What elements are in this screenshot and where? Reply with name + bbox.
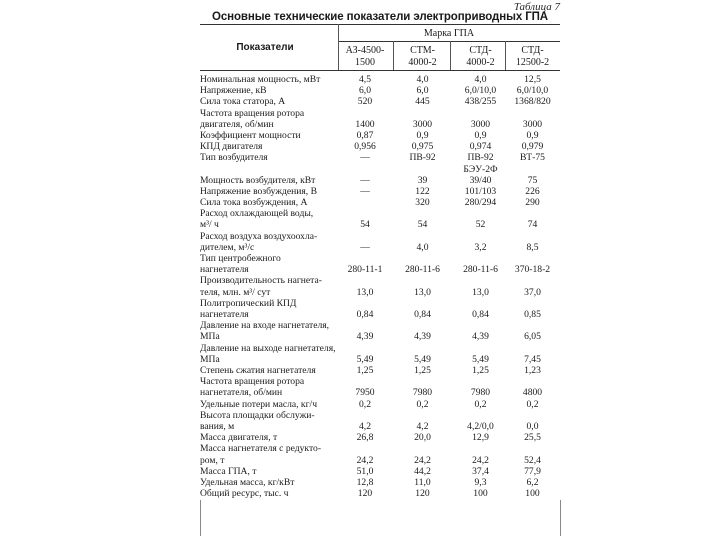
parameter-line: КПД двигателя <box>200 141 263 153</box>
row-value: 4,0 <box>474 73 487 85</box>
row-value: 4,39 <box>414 331 431 343</box>
parameter-line: нагнетателя <box>200 309 249 321</box>
row-value: 6,05 <box>524 331 541 343</box>
row-value: 370-18-2 <box>514 264 551 276</box>
row-value: 0,979 <box>521 141 544 153</box>
row-value: — <box>360 185 370 197</box>
parameter-line: Общий ресурс, тыс. ч <box>200 488 289 500</box>
row-parameter <box>200 365 338 376</box>
table-row <box>0 164 720 175</box>
row-value: 122 <box>415 185 430 197</box>
row-value: 5,49 <box>356 353 374 365</box>
row-value: 24,2 <box>414 454 431 466</box>
table-row <box>0 231 720 253</box>
row-value: 4,2 <box>416 420 429 432</box>
row-value: 0,84 <box>414 309 431 321</box>
parameter-line: Напряжение возбуждения, В <box>200 185 317 197</box>
row-value: 11,0 <box>414 476 431 488</box>
table-row <box>0 74 720 85</box>
row-value: 7980 <box>470 387 491 399</box>
table-row <box>0 343 720 365</box>
row-value: 4,2 <box>359 420 371 432</box>
table-row <box>0 175 720 186</box>
table-row <box>0 253 720 275</box>
row-parameter <box>200 186 338 197</box>
row-value: 24,2 <box>356 454 374 466</box>
row-value: 44,2 <box>414 465 431 477</box>
row-value: 3000 <box>412 118 433 130</box>
table-row <box>0 208 720 230</box>
parameter-line: нагнетателя, об/мин <box>200 387 283 399</box>
column-header-line: АЗ-4500- <box>345 45 385 56</box>
row-value: 4800 <box>522 387 543 399</box>
row-value: 0,2 <box>416 398 429 410</box>
parameter-line: Степень сжатия нагнетателя <box>200 364 316 376</box>
column-header-line: СТМ- <box>410 45 435 56</box>
row-value: — <box>360 174 370 186</box>
row-value: 280-11-6 <box>463 264 498 276</box>
row-value: 12,5 <box>524 73 541 85</box>
row-value: 226 <box>525 185 540 197</box>
row-parameter <box>200 141 338 152</box>
row-value: 4,5 <box>359 73 371 85</box>
row-value: 3000 <box>522 118 543 130</box>
table-row <box>0 141 720 152</box>
parameter-line: Сила тока статора, А <box>200 96 286 108</box>
parameter-line: Мощность возбудителя, кВт <box>200 174 316 186</box>
row-value: 1,25 <box>472 364 489 376</box>
row-parameter <box>200 96 338 107</box>
row-value: 0,2 <box>474 398 487 410</box>
table-title: Основные технические показатели электроприводных ГПА <box>211 11 548 23</box>
row-value: 280/294 <box>464 197 497 209</box>
row-value: 0,956 <box>354 141 376 153</box>
parameter-line: нагнетателя <box>200 264 249 276</box>
row-value: 8,5 <box>526 241 539 253</box>
row-parameter <box>200 343 338 365</box>
row-value: 5,49 <box>414 353 431 365</box>
parameter-line: Масса ГПА, т <box>200 465 257 477</box>
row-value: 13,0 <box>356 286 374 298</box>
parameter-line: Напряжение, кВ <box>200 85 267 97</box>
row-value: ПВ-92 <box>409 152 436 164</box>
parameter-header: Показатели <box>236 42 294 53</box>
column-header-line: СТД- <box>521 45 544 56</box>
parameter-line: Номинальная мощность, мВт <box>200 73 321 85</box>
row-parameter <box>200 74 338 85</box>
row-value: 1,23 <box>524 364 541 376</box>
table-row <box>0 152 720 163</box>
row-value: 0,84 <box>356 309 374 321</box>
row-value: 0,974 <box>469 141 492 153</box>
table-row <box>0 365 720 376</box>
row-value: 3000 <box>470 118 491 130</box>
row-value: 1,25 <box>414 364 431 376</box>
row-value: 39 <box>417 174 428 186</box>
column-header-line: 4000-2 <box>408 57 437 68</box>
row-value: 1400 <box>355 118 375 130</box>
row-value: 4,39 <box>472 331 489 343</box>
row-value: 7950 <box>355 387 375 399</box>
row-value: 290 <box>525 197 540 209</box>
row-parameter <box>200 488 338 499</box>
table-row <box>0 96 720 107</box>
row-value: 0,87 <box>356 129 374 141</box>
parameter-line: Частота вращения ротора <box>200 376 305 388</box>
parameter-line: вания, м <box>200 420 235 432</box>
parameter-line: МПа <box>200 353 220 365</box>
column-header-1 <box>340 45 390 69</box>
row-value: 12,9 <box>472 432 489 444</box>
row-value: 9,3 <box>474 476 487 488</box>
row-value: 25,5 <box>524 432 541 444</box>
parameter-line: МПа <box>200 331 220 343</box>
table-row <box>0 432 720 443</box>
row-value: 7980 <box>412 387 433 399</box>
row-parameter <box>200 85 338 96</box>
parameter-line: Тип возбудителя <box>200 152 268 164</box>
row-value: 13,0 <box>414 286 431 298</box>
row-value: 24,2 <box>472 454 489 466</box>
table-row <box>0 108 720 130</box>
row-value: ПВ-92 <box>467 152 494 164</box>
row-parameter <box>200 410 338 432</box>
row-value: 0,9 <box>416 129 429 141</box>
table-row <box>0 275 720 297</box>
table-body <box>0 74 720 499</box>
row-value: 320 <box>415 197 430 209</box>
column-header-line: СТД- <box>469 45 492 56</box>
parameter-line: Удельные потери масла, кг/ч <box>200 398 318 410</box>
table-row <box>0 320 720 342</box>
brand-rule <box>338 41 560 42</box>
parameter-line: Удельная масса, кг/кВт <box>200 476 295 488</box>
parameter-line: м³/ ч <box>200 219 219 231</box>
row-value: 4,0 <box>416 241 429 253</box>
table-row <box>0 410 720 432</box>
row-value: 0,9 <box>474 129 487 141</box>
side-margin-rule <box>200 500 201 536</box>
row-value: 0,0 <box>526 420 539 432</box>
row-parameter <box>200 443 338 465</box>
parameter-line: Тип центробежного <box>200 253 281 265</box>
parameter-line: Расход охлаждающей воды, <box>200 208 314 220</box>
row-value: 51,0 <box>356 465 374 477</box>
row-parameter <box>200 108 338 130</box>
row-parameter <box>200 130 338 141</box>
column-separator <box>393 41 394 70</box>
table-row <box>0 130 720 141</box>
table-number: Таблица 7 <box>513 1 560 13</box>
column-header-4 <box>505 45 560 69</box>
row-parameter <box>200 208 338 230</box>
row-value: 6,0/10,0 <box>464 85 497 97</box>
row-parameter <box>200 399 338 410</box>
row-value: 37,4 <box>472 465 489 477</box>
row-value: 6,0 <box>416 85 429 97</box>
row-value: 1,25 <box>356 364 374 376</box>
parameter-line: Давление на входе нагнетателя, <box>200 320 330 332</box>
row-parameter <box>200 320 338 342</box>
parameter-line: двигателя, об/мин <box>200 118 274 130</box>
table-row <box>0 298 720 320</box>
row-value: 74 <box>527 219 538 231</box>
row-value: 3,2 <box>474 241 487 253</box>
row-parameter <box>200 376 338 398</box>
row-value: 6,0 <box>359 85 371 97</box>
row-parameter <box>200 432 338 443</box>
column-separator <box>450 41 451 70</box>
parameter-line: Масса двигателя, т <box>200 432 278 444</box>
row-parameter <box>200 298 338 320</box>
parameter-line: дителем, м³/с <box>200 241 255 253</box>
row-value: 101/103 <box>464 185 497 197</box>
row-value: 37,0 <box>524 286 541 298</box>
row-value: 5,49 <box>472 353 489 365</box>
row-parameter <box>200 466 338 477</box>
brand-header: Марка ГПА <box>423 28 475 39</box>
row-value: — <box>360 241 370 253</box>
row-value: 100 <box>473 488 488 500</box>
row-value: 26,8 <box>356 432 374 444</box>
parameter-line: теля, млн. м³/ сут <box>200 286 271 298</box>
column-header-line: 4000-2 <box>466 57 495 68</box>
row-value: 0,2 <box>359 398 371 410</box>
parameter-line: Сила тока возбуждения, А <box>200 197 308 209</box>
parameter-line: Частота вращения ротора <box>200 107 305 119</box>
row-value: 0,2 <box>526 398 539 410</box>
row-parameter <box>200 477 338 488</box>
row-value: 52 <box>475 219 486 231</box>
table-row <box>0 443 720 465</box>
row-value: БЭУ-2Ф <box>463 163 498 175</box>
table-row <box>0 477 720 488</box>
row-value: 4,0 <box>416 73 429 85</box>
column-header-3 <box>453 45 508 69</box>
row-parameter <box>200 253 338 275</box>
row-value: 100 <box>525 488 540 500</box>
parameter-line: Коэффициент мощности <box>200 129 301 141</box>
row-value: 0,975 <box>411 141 434 153</box>
table-row <box>0 197 720 208</box>
table-row <box>0 399 720 410</box>
row-value: 0,85 <box>524 309 541 321</box>
column-header-line: 1500 <box>355 57 375 68</box>
row-value: 520 <box>357 96 373 108</box>
parameter-line: Давление на выходе нагнетателя, <box>200 342 336 354</box>
row-parameter <box>200 197 338 208</box>
parameter-line: ром, т <box>200 454 225 466</box>
row-value: 54 <box>360 219 370 231</box>
row-value: — <box>360 152 370 164</box>
row-value: 120 <box>415 488 430 500</box>
row-value: 7,45 <box>524 353 541 365</box>
row-value: 54 <box>417 219 428 231</box>
table-row <box>0 85 720 96</box>
row-value: 4,2/0,0 <box>467 420 494 432</box>
column-header-line: 12500-2 <box>515 57 550 68</box>
column-header-2 <box>395 45 450 69</box>
header-top-rule <box>200 24 560 25</box>
row-value: 75 <box>527 174 538 186</box>
row-value: 438/255 <box>464 96 497 108</box>
row-value: 1368/820 <box>514 96 551 108</box>
row-parameter <box>200 231 338 253</box>
row-value: 4,39 <box>356 331 374 343</box>
row-value: 120 <box>357 488 373 500</box>
parameter-line: Производительность нагнета- <box>200 275 322 287</box>
row-value: 6,2 <box>526 476 539 488</box>
side-margin-rule <box>560 500 561 536</box>
row-parameter <box>200 152 338 163</box>
row-parameter <box>200 275 338 297</box>
row-value: 39/40 <box>469 174 492 186</box>
row-value: 280-11-1 <box>347 264 383 276</box>
table-row <box>0 376 720 398</box>
parameter-line: Высота площадки обслужи- <box>200 409 315 421</box>
table-row <box>0 488 720 499</box>
row-value: 0,84 <box>472 309 489 321</box>
row-value: 20,0 <box>414 432 431 444</box>
row-value: ВТ-75 <box>520 152 545 164</box>
row-value: 0,9 <box>526 129 539 141</box>
row-value: 12,8 <box>356 476 374 488</box>
parameter-line: Расход воздуха воздухоохла- <box>200 230 318 242</box>
row-value: 280-11-6 <box>405 264 440 276</box>
row-value: 13,0 <box>472 286 489 298</box>
parameter-line: Масса нагнетателя с редукто- <box>200 443 322 455</box>
row-value: 6,0/10,0 <box>516 85 549 97</box>
row-value: 445 <box>415 96 430 108</box>
header-bottom-rule <box>200 70 560 71</box>
row-parameter <box>200 175 338 186</box>
table-row <box>0 466 720 477</box>
row-value: 77,9 <box>524 465 541 477</box>
table-row <box>0 186 720 197</box>
parameter-line: Политропический КПД <box>200 297 297 309</box>
row-value: 52,4 <box>524 454 541 466</box>
